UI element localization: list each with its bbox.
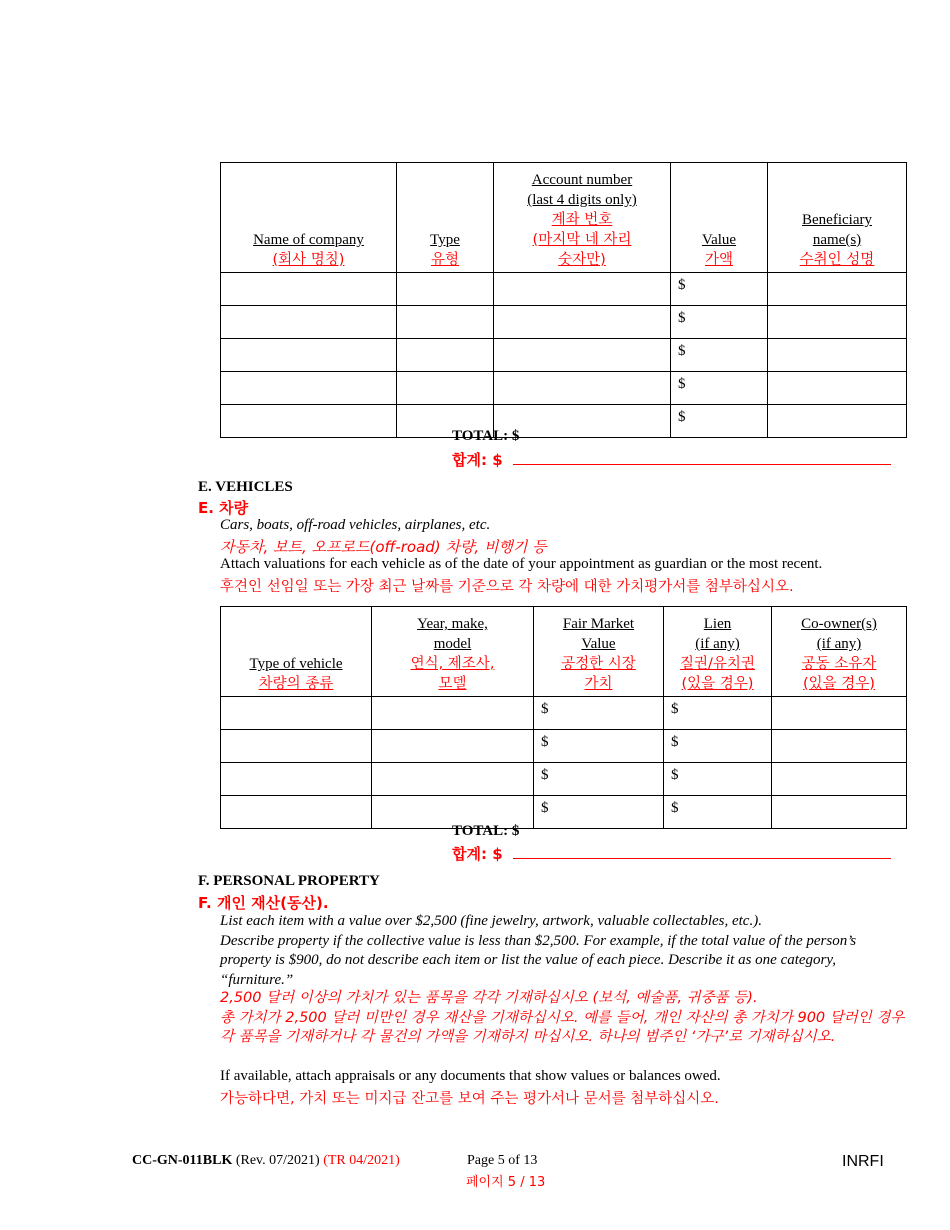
currency-symbol: $ — [671, 701, 679, 717]
vehicles-header-en: Year, make, — [417, 616, 488, 632]
personal-appraisal-en: If available, attach appraisals or any documents that show values or balances owed. — [220, 1068, 721, 1084]
accounts-cell[interactable] — [768, 405, 907, 438]
currency-symbol: $ — [678, 343, 686, 359]
table-row — [221, 697, 907, 730]
vehicles-cell[interactable] — [772, 697, 907, 730]
currency-symbol: $ — [541, 701, 549, 717]
vehicles-cell[interactable] — [221, 763, 372, 796]
vehicles-heading-ko: E. 차량 — [198, 499, 249, 517]
vehicles-table — [220, 606, 907, 829]
vehicles-header-ko: 모델 — [438, 676, 467, 692]
currency-symbol: $ — [678, 409, 686, 425]
accounts-header-ko: (마지막 네 자리 — [532, 232, 632, 248]
accounts-header-en: Name of company — [253, 232, 364, 248]
footer-tr: (TR 04/2021) — [323, 1153, 400, 1168]
personal-describe-en-text: Describe property if the collective value is less than $2,500. For example, if the total value of the person’s property is $900, do not describe each item or list the value of each piece. Describe it as one category, “furniture.” — [220, 932, 857, 988]
currency-symbol: $ — [678, 310, 686, 326]
vehicles-cell[interactable] — [372, 763, 534, 796]
accounts-cell[interactable] — [671, 306, 768, 339]
vehicles-cell[interactable] — [372, 730, 534, 763]
accounts-cell[interactable] — [397, 273, 494, 306]
table-row — [221, 405, 907, 438]
vehicles-header-ko: 연식, 제조사, — [410, 656, 495, 672]
vehicles-cell[interactable] — [372, 697, 534, 730]
vehicles-header-en: model — [433, 636, 472, 652]
currency-symbol: $ — [671, 767, 679, 783]
accounts-header-2 — [397, 163, 494, 273]
vehicles-header-ko: 공동 소유자 — [801, 656, 877, 672]
accounts-cell[interactable] — [397, 339, 494, 372]
vehicles-cell[interactable] — [221, 730, 372, 763]
accounts-cell[interactable] — [768, 306, 907, 339]
accounts-cell[interactable] — [494, 306, 671, 339]
vehicles-header-4 — [664, 607, 772, 697]
vehicles-cell[interactable] — [221, 697, 372, 730]
vehicles-cell[interactable] — [664, 763, 772, 796]
vehicles-header-1 — [221, 607, 372, 697]
vehicles-header-en: Fair Market — [562, 616, 635, 632]
vehicles-cell[interactable] — [772, 796, 907, 829]
accounts-cell[interactable] — [221, 372, 397, 405]
footer-page-ko: 페이지 5 / 13 — [466, 1175, 546, 1190]
personal-appraisal-ko: 가능하다면, 가치 또는 미지급 잔고를 보여 주는 평가서나 문서를 첨부하십시오. — [220, 1091, 719, 1107]
footer-form-id — [132, 1153, 400, 1169]
accounts-cell[interactable] — [221, 273, 397, 306]
vehicles-cell[interactable] — [534, 697, 664, 730]
vehicles-header-en: (if any) — [695, 636, 740, 652]
vehicles-attach-en: Attach valuations for each vehicle as of the date of your appointment as guardian or the most recent. — [220, 556, 823, 572]
accounts-cell[interactable] — [397, 372, 494, 405]
accounts-header-en: Beneficiary — [802, 212, 872, 228]
vehicles-total-ko — [452, 843, 891, 864]
accounts-header-ko: 가액 — [704, 252, 733, 268]
accounts-cell[interactable] — [397, 306, 494, 339]
accounts-total-ko-label: 합계: $ — [452, 451, 503, 469]
vehicles-cell[interactable] — [534, 763, 664, 796]
currency-symbol: $ — [678, 277, 686, 293]
accounts-cell[interactable] — [671, 273, 768, 306]
vehicles-cell[interactable] — [664, 730, 772, 763]
vehicles-header-ko: 질권/유치권 — [680, 656, 755, 672]
accounts-header-5 — [768, 163, 907, 273]
currency-symbol: $ — [671, 734, 679, 750]
vehicles-cell[interactable] — [664, 796, 772, 829]
vehicles-header-ko: (있을 경우) — [803, 676, 875, 692]
accounts-header-1 — [221, 163, 397, 273]
accounts-header-en: Value — [701, 232, 737, 248]
accounts-header-ko: (회사 명칭) — [272, 252, 345, 268]
vehicles-header-en: (if any) — [816, 636, 862, 652]
vehicles-heading-en: E. VEHICLES — [198, 479, 293, 495]
table-row — [221, 306, 907, 339]
currency-symbol: $ — [541, 734, 549, 750]
accounts-table — [220, 162, 907, 438]
footer-form-code: CC-GN-011BLK — [132, 1153, 233, 1168]
vehicles-header-3 — [534, 607, 664, 697]
vehicles-cell[interactable] — [534, 796, 664, 829]
personal-list-en-text: List each item with a value over $2,500 (fine jewelry, artwork, valuable collectables, etc.). — [220, 913, 762, 929]
accounts-cell[interactable] — [494, 339, 671, 372]
personal-heading-en: F. PERSONAL PROPERTY — [198, 873, 380, 889]
accounts-cell[interactable] — [768, 273, 907, 306]
vehicles-header-en: Lien — [703, 616, 732, 632]
accounts-cell[interactable] — [671, 372, 768, 405]
vehicles-cell[interactable] — [772, 763, 907, 796]
accounts-cell[interactable] — [221, 306, 397, 339]
accounts-cell[interactable] — [671, 405, 768, 438]
accounts-cell[interactable] — [494, 405, 671, 438]
vehicles-header-ko: (있을 경우) — [681, 676, 754, 692]
accounts-header-4 — [671, 163, 768, 273]
accounts-header-en: (last 4 digits only) — [527, 192, 637, 208]
personal-list-ko — [220, 989, 910, 1048]
accounts-cell[interactable] — [494, 372, 671, 405]
accounts-total-line[interactable] — [513, 450, 891, 465]
vehicles-header-5 — [772, 607, 907, 697]
accounts-header-3 — [494, 163, 671, 273]
accounts-cell[interactable] — [768, 339, 907, 372]
accounts-cell[interactable] — [768, 372, 907, 405]
vehicles-cell[interactable] — [664, 697, 772, 730]
personal-describe-ko-text: 총 가치가 2,500 달러 미만인 경우 재산을 기재하십시오. 예를 들어, 개인 자산의 총 가치가 900 달러인 경우 각 품목을 기재하거나 각 물건의 가액을 기재하지 마십시오. 하나의 범주인 ‘가구’로 기재하십시오. — [220, 1009, 905, 1045]
personal-list-ko-text: 2,500 달러 이상의 가치가 있는 품목을 각각 기재하십시오 (보석, 예술품, 귀중품 등). — [220, 990, 758, 1006]
accounts-header-en: Account number — [531, 172, 633, 188]
vehicles-header-en: Type of vehicle — [249, 656, 343, 672]
accounts-header-ko: 숫자만) — [558, 252, 606, 268]
accounts-header-en: Type — [430, 232, 460, 248]
table-row — [221, 372, 907, 405]
accounts-cell[interactable] — [494, 273, 671, 306]
accounts-cell[interactable] — [671, 339, 768, 372]
vehicles-cell[interactable] — [221, 796, 372, 829]
accounts-header-ko: 수취인 성명 — [799, 252, 875, 268]
vehicles-total-ko-label: 합계: $ — [452, 845, 503, 863]
accounts-header-en: name(s) — [812, 232, 862, 248]
vehicles-header-2 — [372, 607, 534, 697]
vehicles-header-ko: 가치 — [584, 676, 613, 692]
table-row — [221, 763, 907, 796]
vehicles-desc-ko: 자동차, 보트, 오프로드(off-road) 차량, 비행기 등 — [220, 538, 547, 556]
vehicles-attach-ko: 후견인 선임일 또는 가장 최근 날짜를 기준으로 각 차량에 대한 가치평가서를 첨부하십시오. — [220, 579, 794, 595]
accounts-header-ko: 유형 — [430, 252, 459, 268]
currency-symbol: $ — [541, 800, 549, 816]
vehicles-header-en: Co-owner(s) — [801, 616, 877, 632]
table-row — [221, 730, 907, 763]
vehicles-total-line[interactable] — [513, 844, 891, 859]
accounts-total-ko — [452, 449, 891, 470]
vehicles-cell[interactable] — [534, 730, 664, 763]
vehicles-header-en: Value — [581, 636, 616, 652]
table-row — [221, 273, 907, 306]
table-row — [221, 796, 907, 829]
vehicles-desc-en: Cars, boats, off-road vehicles, airplanes, etc. — [220, 517, 491, 533]
vehicles-total-en: TOTAL: $ — [452, 823, 520, 839]
footer-rev: (Rev. 07/2021) — [235, 1153, 320, 1168]
vehicles-header-ko: 공정한 시장 — [561, 656, 636, 672]
personal-heading-ko: F. 개인 재산(동산). — [198, 894, 329, 912]
footer-page-en: Page 5 of 13 — [467, 1153, 538, 1168]
currency-symbol: $ — [678, 376, 686, 392]
footer-code: INRFI — [842, 1153, 884, 1170]
currency-symbol: $ — [671, 800, 679, 816]
vehicles-cell[interactable] — [772, 730, 907, 763]
accounts-header-ko: 계좌 번호 — [551, 212, 613, 228]
currency-symbol: $ — [541, 767, 549, 783]
accounts-total-en: TOTAL: $ — [452, 428, 520, 444]
table-row — [221, 339, 907, 372]
vehicles-header-ko: 차량의 종류 — [258, 676, 334, 692]
accounts-cell[interactable] — [221, 405, 397, 438]
accounts-cell[interactable] — [221, 339, 397, 372]
personal-list-en — [220, 912, 910, 990]
